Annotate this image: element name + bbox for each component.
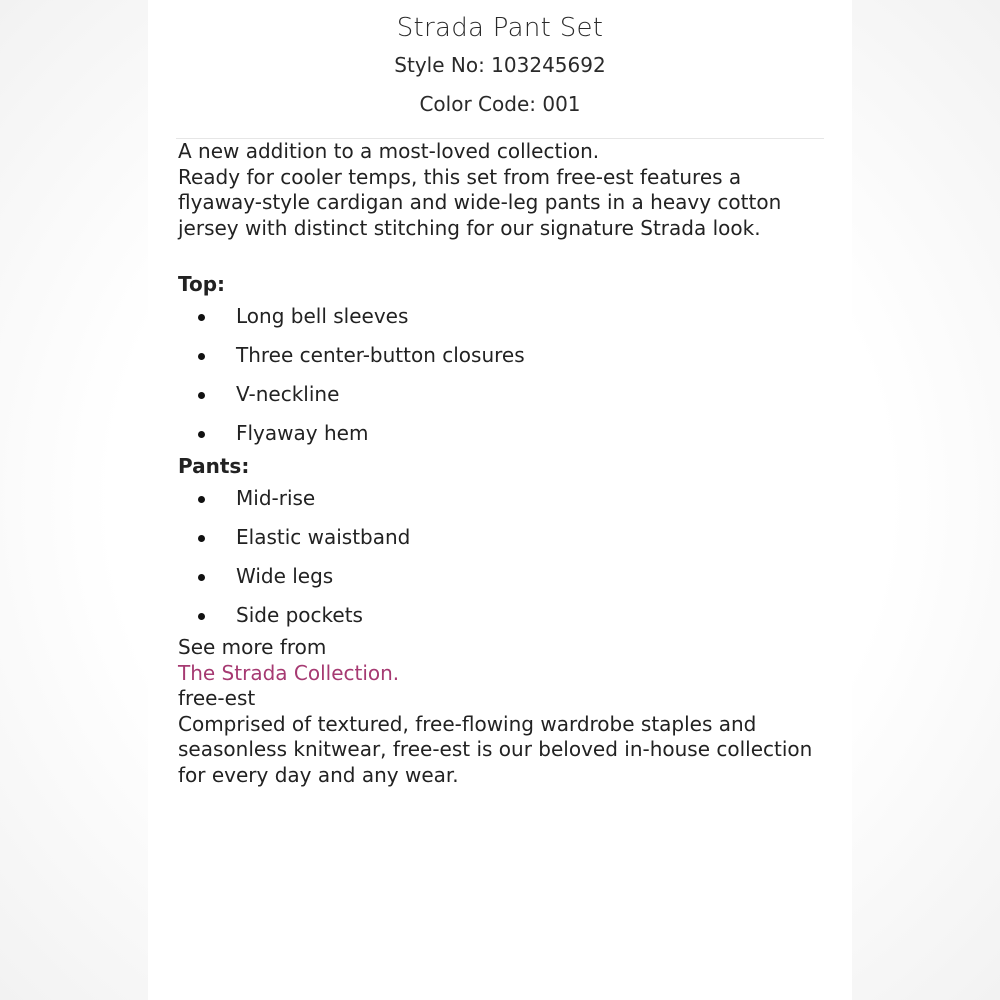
list-item-label: V-neckline <box>236 382 340 406</box>
list-item-label: Mid-rise <box>236 486 316 510</box>
top-features-list <box>178 297 822 453</box>
list-item <box>178 518 822 557</box>
list-item <box>178 414 822 453</box>
pants-heading: Pants: <box>178 454 250 478</box>
details-text: Ready for cooler temps, this set from free-est features a flyaway-style cardigan and wide-leg pants in a heavy cotton jersey with distinct stitching for our signature Strada look. <box>178 164 782 240</box>
bullet-icon <box>198 535 205 542</box>
bullet-icon <box>198 574 205 581</box>
strada-collection-link[interactable]: The Strada Collection. <box>178 660 400 685</box>
bullet-icon <box>198 431 205 438</box>
bullet-icon <box>198 392 205 399</box>
list-item-label: Three center-button closures <box>236 343 525 367</box>
list-item <box>178 596 822 635</box>
brand-description: Comprised of textured, free-flowing wardrobe staples and seasonless knitwear, free-est is our beloved in-house collection for every day and any wear. <box>178 711 813 787</box>
list-item <box>178 479 822 518</box>
list-item <box>178 557 822 596</box>
list-item-label: Elastic waistband <box>236 525 411 549</box>
top-heading: Top: <box>178 272 226 296</box>
see-more-label: See more from <box>178 635 327 659</box>
bullet-icon <box>198 496 205 503</box>
list-item-label: Wide legs <box>236 564 334 588</box>
product-header <box>148 0 852 124</box>
list-item-label: Side pockets <box>236 603 363 627</box>
intro-text: A new addition to a most-loved collection. <box>178 139 600 163</box>
style-number: Style No: 103245692 <box>394 53 606 77</box>
product-description <box>148 139 852 788</box>
see-more-text <box>178 635 822 686</box>
bullet-icon <box>198 353 205 360</box>
brand-name: free-est <box>178 686 256 710</box>
bullet-icon <box>198 613 205 620</box>
product-title: Strada Pant Set <box>396 13 604 43</box>
list-item <box>178 375 822 414</box>
bullet-icon <box>198 314 205 321</box>
list-item-label: Long bell sleeves <box>236 304 409 328</box>
list-item <box>178 336 822 375</box>
pants-features-list <box>178 479 822 635</box>
list-item-label: Flyaway hem <box>236 421 369 445</box>
color-code: Color Code: 001 <box>419 92 581 116</box>
product-details-panel <box>148 0 852 1000</box>
list-item <box>178 297 822 336</box>
